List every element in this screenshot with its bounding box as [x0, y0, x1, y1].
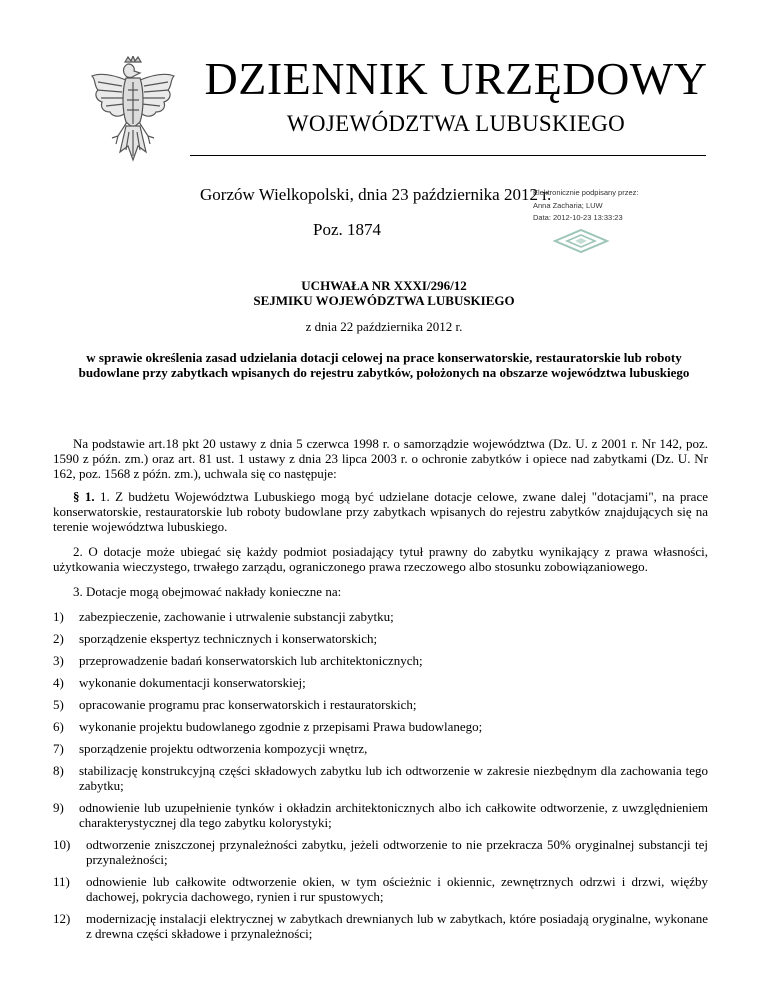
preamble: Na podstawie art.18 pkt 20 ustawy z dnia 5 czerwca 1998 r. o samorządzie województwa (Dz. U. z 2001 r. Nr 142, poz. 1590 z późn. zm.) oraz art. 81 ust. 1 ustawy z dnia 23 lipca 2003 r. o ochronie zabytków i opiece nad zabytkami (Dz. U. Nr 162, poz. 1568 z późn. zm.), uchwala się co następuje: [53, 436, 708, 481]
electronic-signature [533, 187, 763, 225]
paragraph-1 [53, 489, 708, 534]
expense-list [53, 609, 708, 941]
act-subject: w sprawie określenia zasad udzielania dotacji celowej na prace konserwatorskie, restauratorskie lub roboty budowlane przy zabytkach wpisanych do rejestru zabytków, położonych na obszarze województwa lubuskiego [78, 350, 690, 380]
signature-line-2: Anna Zacharia; LUW [533, 200, 603, 210]
polish-eagle-emblem-icon [88, 56, 178, 162]
list-item: 8) stabilizację konstrukcyjną części składowych zabytku lub ich odtworzenie w zakresie niezbędnym dla zachowania tego zabytku; [53, 763, 708, 793]
list-item: 12) modernizację instalacji elektrycznej w zabytkach drewnianych lub w zabytkach, które posiadają oryginalne, wykonane z drewna części składowe i przynależności; [53, 911, 708, 941]
list-item: 11) odnowienie lub całkowite odtworzenie okien, w tym ościeżnic i okiennic, zewnętrznych odrzwi i drzwi, więźby dachowej, pokrycia dachowego, rynien i rur spustowych; [53, 874, 708, 904]
list-item: 1) zabezpieczenie, zachowanie i utrwalenie substancji zabytku; [53, 609, 394, 624]
act-date: z dnia 22 października 2012 r. [305, 319, 463, 334]
list-item: 9) odnowienie lub uzupełnienie tynków i okładzin architektonicznych albo ich całkowite odtworzenie, z uwzględnieniem charakterystycznej dla tego zabytku kolorystyki; [53, 800, 708, 830]
list-item: 3) przeprowadzenie badań konserwatorskich lub architektonicznych; [53, 653, 423, 668]
list-item: 10) odtworzenie zniszczonej przynależności zabytku, jeżeli odtworzenie to nie przekracza 50% oryginalnej substancji tej przynależności; [53, 837, 708, 867]
paragraph-1-text: 1. Z budżetu Województwa Lubuskiego mogą być udzielane dotacje celowe, zwane dalej "dotacjami", na prace konserwatorskie, restauratorskie lub roboty budowlane przy zabytkach wpisanych do rejestru zabytków znajdujących się na terenie województwa lubuskiego. [53, 489, 708, 534]
list-item: 7) sporządzenie projektu odtworzenia kompozycji wnętrz, [53, 741, 368, 756]
signature-check-icon [553, 228, 609, 254]
journal-title: DZIENNIK URZĘDOWY [204, 53, 708, 104]
journal-subtitle: WOJEWÓDZTWA LUBUSKIEGO [286, 111, 626, 136]
position-number: Poz. 1874 [313, 220, 381, 239]
document-body [53, 436, 708, 948]
list-item: 5) opracowanie programu prac konserwatorskich i restauratorskich; [53, 697, 417, 712]
paragraph-1-label: § 1. [73, 489, 95, 504]
signature-line-1: Elektronicznie podpisany przez: [533, 188, 639, 197]
place-date: Gorzów Wielkopolski, dnia 23 października 2012 r. [200, 185, 552, 204]
list-item: 4) wykonanie dokumentacji konserwatorskiej; [53, 675, 306, 690]
list-item: 2) sporządzenie ekspertyz technicznych i konserwatorskich; [53, 631, 378, 646]
act-title-line-2: SEJMIKU WOJEWÓDZTWA LUBUSKIEGO [253, 293, 515, 308]
list-item: 6) wykonanie projektu budowlanego zgodnie z przepisami Prawa budowlanego; [53, 719, 483, 734]
act-title [100, 278, 668, 308]
act-title-line-1: UCHWAŁA NR XXXI/296/12 [301, 278, 467, 293]
point-3: 3. Dotacje mogą obejmować nakłady konieczne na: [73, 584, 342, 599]
header-divider [190, 155, 706, 156]
point-2: 2. O dotacje może ubiegać się każdy podmiot posiadający tytuł prawny do zabytku wynikający z prawa własności, użytkowania wieczystego, trwałego zarządu, ograniczonego prawa rzeczowego albo stosunku zobowiązaniowego. [53, 544, 708, 574]
signature-line-3: Data: 2012-10-23 13:33:23 [533, 213, 623, 222]
